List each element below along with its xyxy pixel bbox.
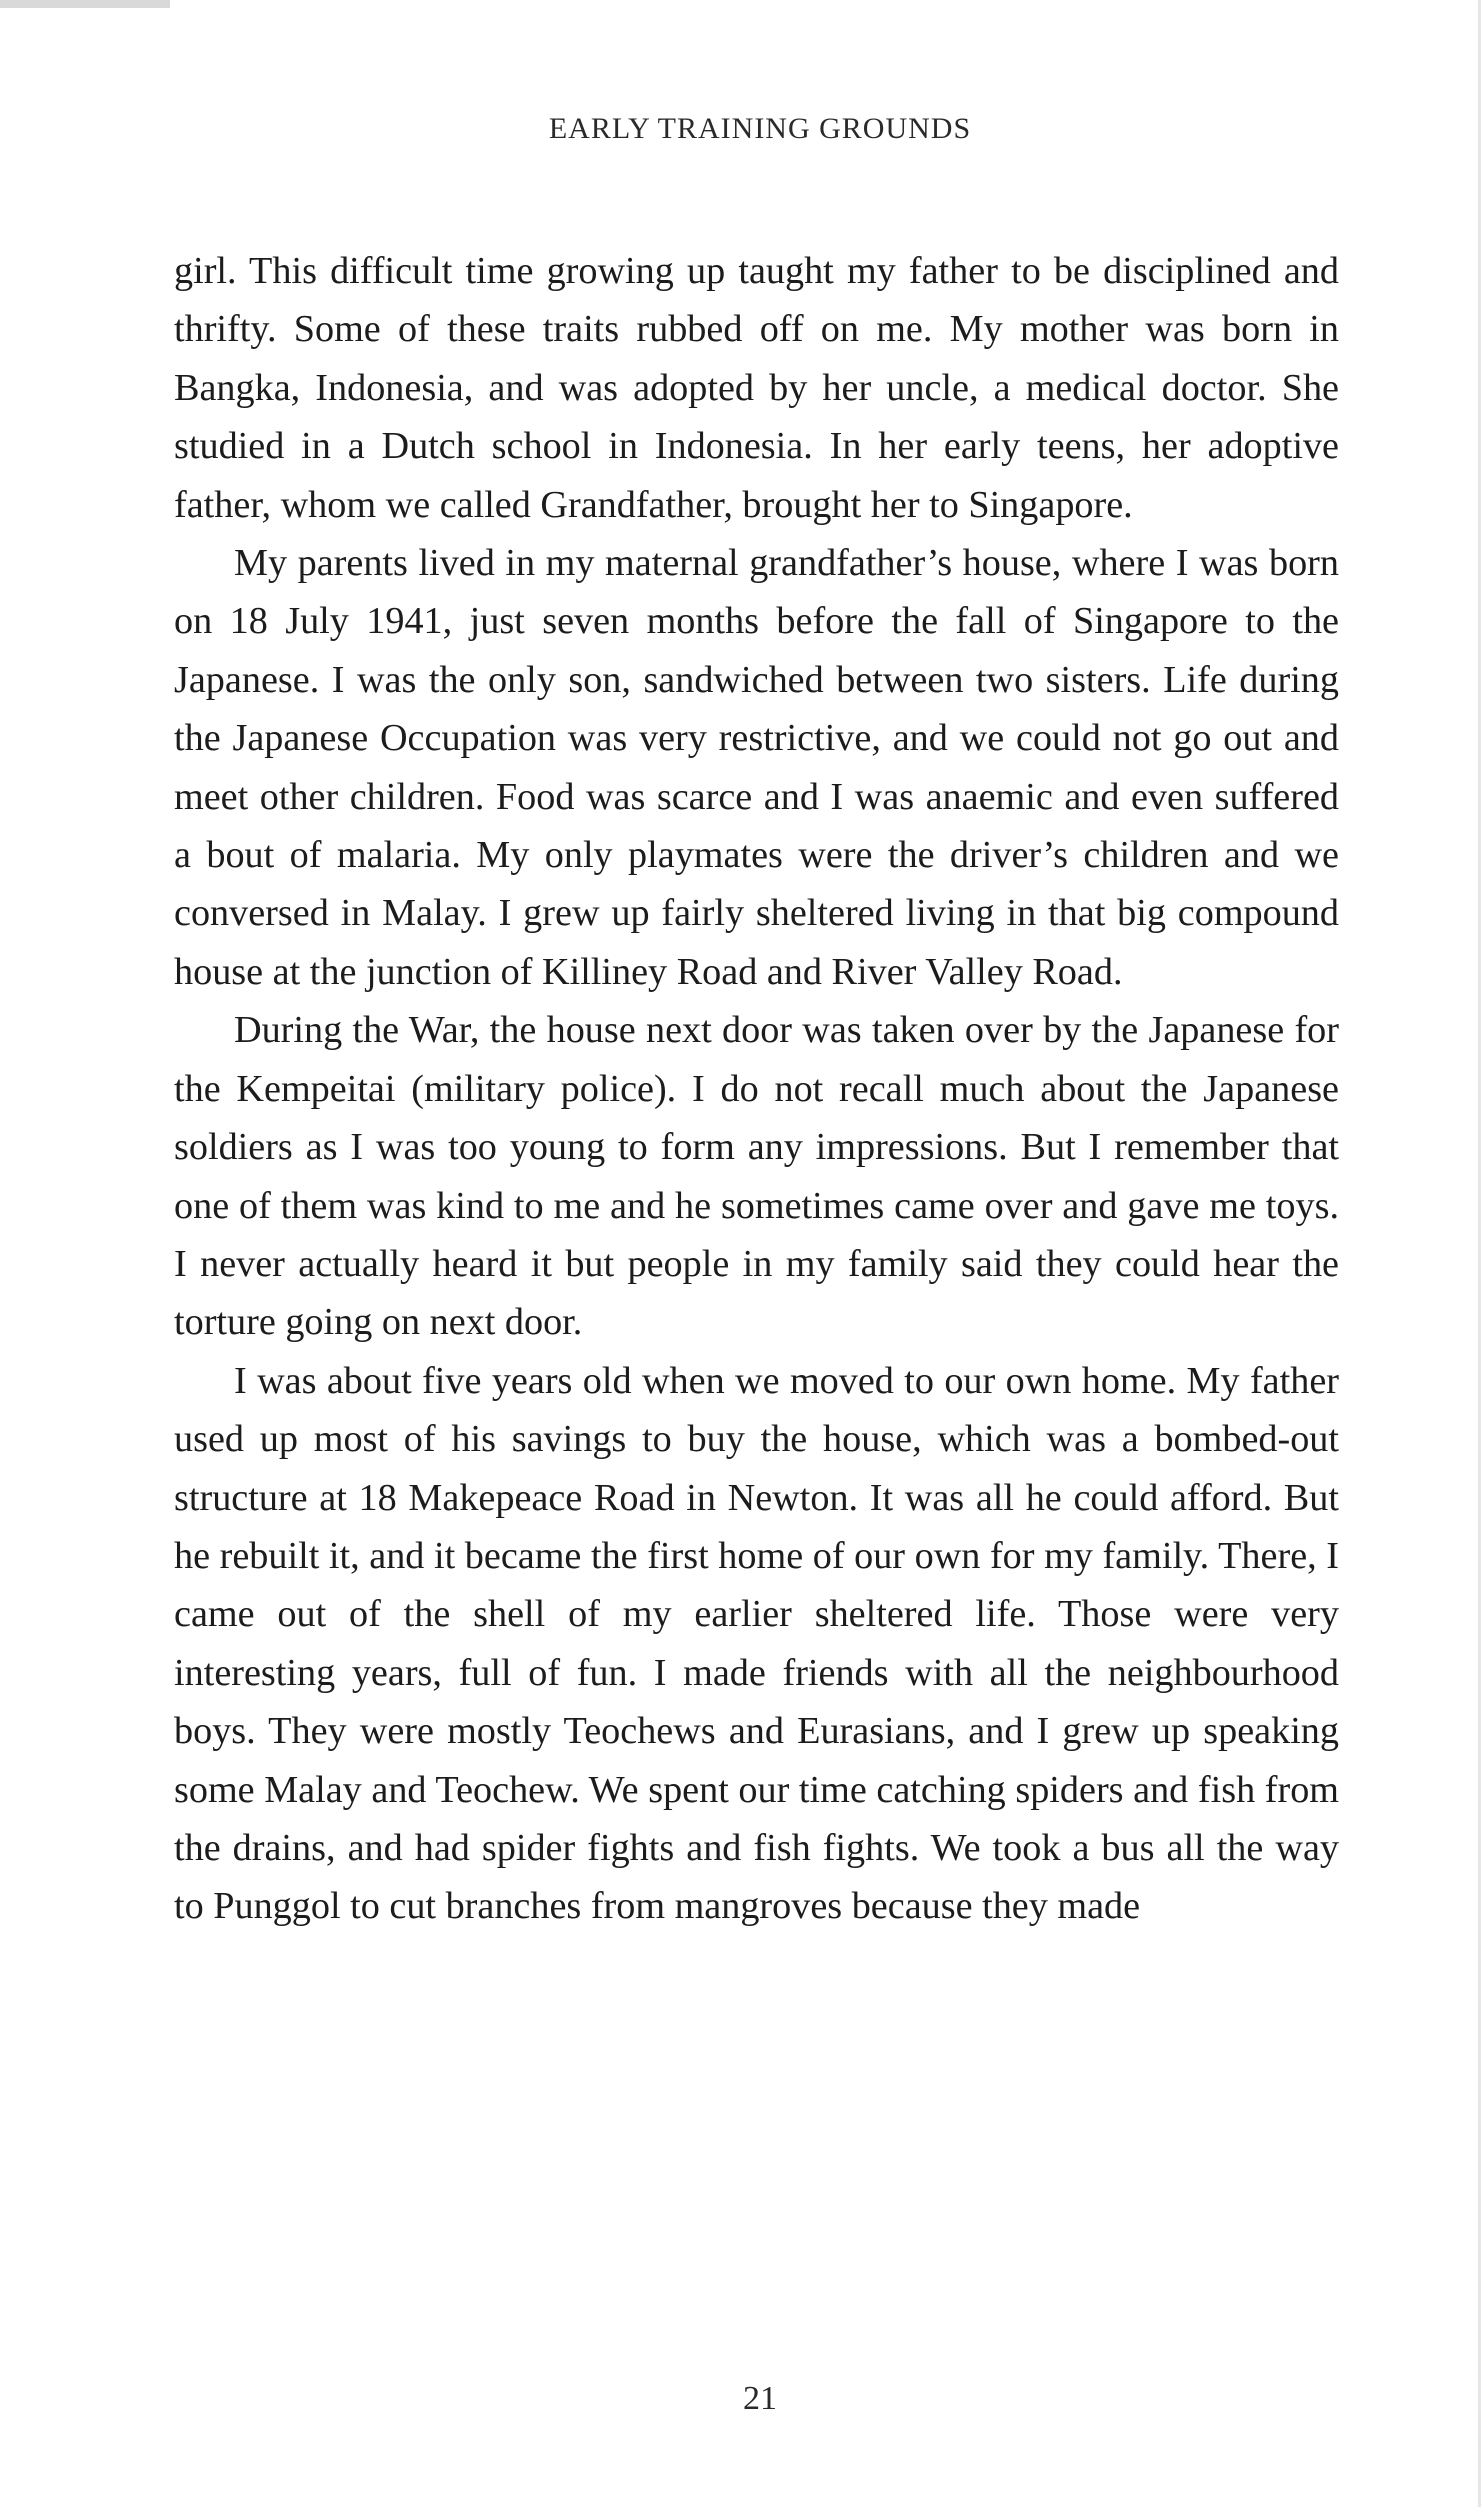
running-header: EARLY TRAINING GROUNDS [548,112,972,145]
paragraph-2: My parents lived in my maternal grandfather’s house, where I was born on 18 July 1941, just seven months before the fall of Singapore to the Japanese. I was the only son, sandwiched between two sisters. Life during the Japanese Occupation was very restrictive, and we could not go out and meet other children. Food was scarce and I was anaemic and even suffered a bout of malaria. My only playmates were the driver’s children and we conversed in Malay. I grew up fairly sheltered living in that big compound house at the junction of Killiney Road and River Valley Road. [174,542,1339,993]
paragraph-4: I was about five years old when we moved to our own home. My father used up most of his savings to buy the house, which was a bombed-out structure at 18 Makepeace Road in Newton. It was all he could afford. But he rebuilt it, and it became the first home of our own for my family. There, I came out of the shell of my earlier sheltered life. Those were very interesting years, full of fun. I made friends with all the neighbourhood boys. They were mostly Teochews and Eurasians, and I grew up speaking some Malay and Teochew. We spent our time catching spiders and fish from the drains, and had spider fights and fish fights. We took a bus all the way to Punggol to cut branches from mangroves because they made [174,1359,1339,1928]
page-number: 21 [743,2380,777,2417]
paragraph-3: During the War, the house next door was taken over by the Japanese for the Kempeitai (military police). I do not recall much about the Japanese soldiers as I was too young to form any impressions. But I remember that one of them was kind to me and he sometimes came over and gave me toys. I never actually heard it but people in my family said they could hear the torture going on next door. [174,1009,1339,1344]
page-edge-shadow [0,0,170,8]
paragraph-1: girl. This difficult time growing up taught my father to be disciplined and thrifty. Some of these traits rubbed off on me. My mother was born in Bangka, Indonesia, and was adopted by her uncle, a medical doctor. She studied in a Dutch school in Indonesia. In her early teens, her adoptive father, whom we called Grandfather, brought her to Singapore. [174,250,1339,526]
body-text [174,242,1339,1936]
